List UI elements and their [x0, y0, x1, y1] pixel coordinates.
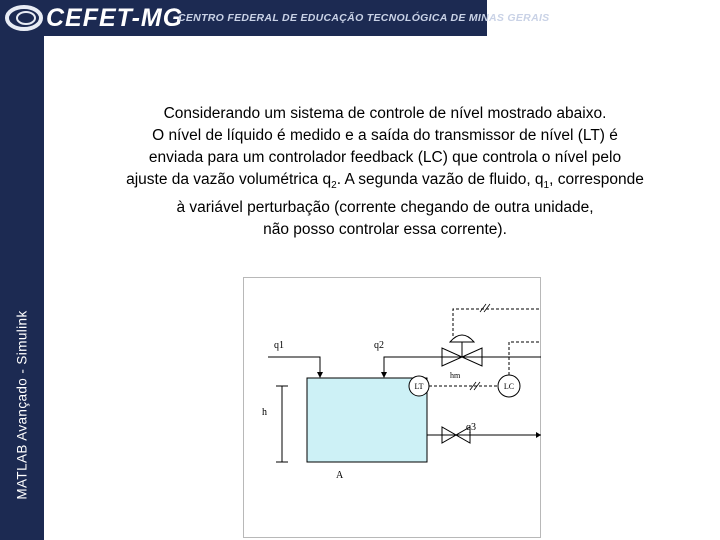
q1-inlet-pipe — [268, 357, 320, 374]
lt-label: LT — [414, 382, 424, 391]
header-banner — [0, 0, 550, 36]
paragraph-line: não posso controlar essa corrente). — [263, 221, 507, 239]
brand-name: CEFET-MG — [46, 4, 184, 32]
level-control-diagram — [243, 277, 541, 538]
lc-output-line — [509, 342, 541, 375]
tank — [307, 378, 427, 462]
description-paragraph — [70, 103, 700, 241]
control-valve-icon — [442, 335, 482, 366]
institution-name: CENTRO FEDERAL DE EDUCAÇÃO TECNOLÓGICA DE MINAS GERAIS — [178, 12, 550, 24]
paragraph-line: enviada para um controlador feedback (LC) que controla o nível pelo — [148, 149, 622, 166]
hm-label: hm — [450, 371, 461, 380]
q1-arrow-icon — [317, 372, 323, 378]
paragraph-line: à variável perturbação (corrente chegando de outra unidade, — [176, 199, 594, 217]
lc-label: LC — [503, 382, 515, 391]
vertical-course-title: MATLAB Avançado - Simulink — [14, 310, 30, 500]
cefet-logo-icon — [4, 3, 44, 33]
q1-label: q1 — [274, 340, 284, 351]
q3-arrow-icon — [536, 432, 541, 438]
paragraph-line: O nível de líquido é medido e a saída do transmissor de nível (LT) é — [152, 127, 618, 144]
area-label: A — [336, 470, 344, 481]
q3-label: q3 — [466, 422, 476, 433]
q2-label: q2 — [374, 340, 384, 351]
valve-signal-line — [453, 309, 541, 336]
paragraph-line: Considerando um sistema de controle de nível mostrado abaixo. — [163, 105, 607, 122]
paragraph-line: ajuste da vazão volumétrica $q_2$. A segunda vazão de fluido, $q_1$, corresponde — [126, 171, 644, 192]
q2-inlet-pipe — [384, 357, 541, 374]
q2-arrow-icon — [381, 372, 387, 378]
h-label: h — [262, 407, 267, 418]
